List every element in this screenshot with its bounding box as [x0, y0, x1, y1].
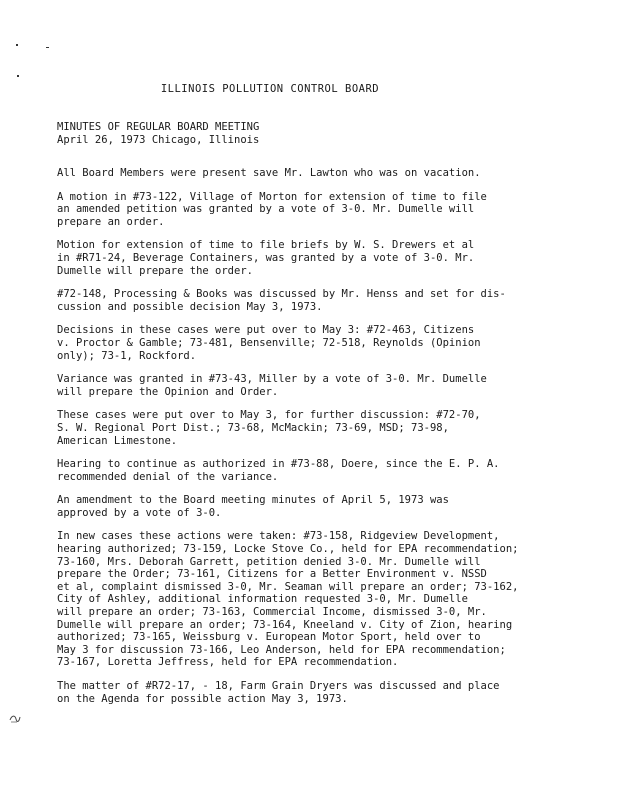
meeting-title-block: [57, 121, 259, 147]
minutes-body: [57, 167, 577, 716]
paragraph: The matter of #R72-17, - 18, Farm Grain Dryers was discussed and place on the Agenda for possible action May 3, 1973.: [57, 680, 500, 705]
scan-speck: [16, 44, 18, 46]
paragraph: In new cases these actions were taken: #73-158, Ridgeview Development, hearing authorized; 73-159, Locke Stove Co., held for EPA recommendation; 73-160, Mrs. Deborah Garrett, petition denied 3-0. Mr. Dumelle will prepare the Order; 73-161, Citizens for a Better Environment v. NSSD et al, complaint dismissed 3-0, Mr. Seaman will prepare an order; 73-162, City of Ashley, additional information requested 3-0, Mr. Dumelle will prepare an order; 73-163, Commercial Income, dismissed 3-0, Mr. Dumelle will prepare an order; 73-164, Kneeland v. City of Zion, hearing authorized; 73-165, Weissburg v. European Motor Sport, held over to May 3 for discussion 73-166, Leo Anderson, held for EPA recommendation; 73-167, Loretta Jeffress, held for EPA recommendation.: [57, 530, 519, 669]
meeting-title: MINUTES OF REGULAR BOARD MEETING: [57, 121, 260, 133]
paragraph: Variance was granted in #73-43, Miller by a vote of 3-0. Mr. Dumelle will prepare the Opinion and Order.: [57, 373, 487, 398]
paragraph: #72-148, Processing & Books was discussed by Mr. Henss and set for dis- cussion and possible decision May 3, 1973.: [57, 288, 506, 313]
agency-heading: ILLINOIS POLLUTION CONTROL BOARD: [160, 83, 380, 95]
paragraph: An amendment to the Board meeting minutes of April 5, 1973 was approved by a vote of 3-0.: [57, 494, 449, 519]
meeting-date-location: April 26, 1973 Chicago, Illinois: [57, 134, 260, 146]
margin-mark-icon: [8, 712, 22, 724]
paragraph: Hearing to continue as authorized in #73-88, Doere, since the E. P. A. recommended denial of the variance.: [57, 458, 500, 483]
paragraph: All Board Members were present save Mr. Lawton who was on vacation.: [57, 167, 481, 179]
scan-speck: [46, 47, 49, 48]
paragraph: These cases were put over to May 3, for further discussion: #72-70, S. W. Regional Port Dist.; 73-68, McMackin; 73-69, MSD; 73-98, American Limestone.: [57, 409, 481, 447]
paragraph: Motion for extension of time to file briefs by W. S. Drewers et al in #R71-24, Beverage Containers, was granted by a vote of 3-0. Mr. Dumelle will prepare the order.: [57, 239, 475, 277]
scan-speck: [17, 75, 19, 77]
paragraph: Decisions in these cases were put over to May 3: #72-463, Citizens v. Proctor & Gamble; 73-481, Bensenville; 72-518, Reynolds (Opinion only); 73-1, Rockford.: [57, 324, 481, 362]
paragraph: A motion in #73-122, Village of Morton for extension of time to file an amended petition was granted by a vote of 3-0. Mr. Dumelle will prepare an order.: [57, 190, 487, 228]
